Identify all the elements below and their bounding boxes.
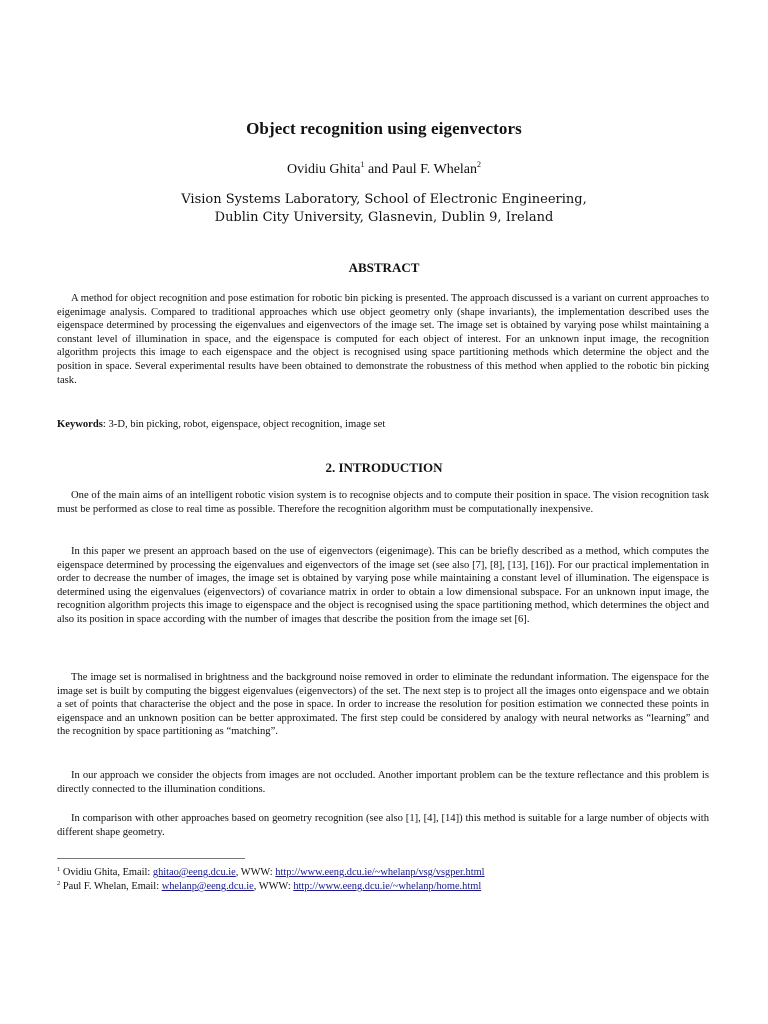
- footnote-separator: [57, 858, 245, 859]
- author-conjunction: and: [364, 162, 392, 177]
- footnote-2: [57, 877, 709, 893]
- keywords-label: Keywords: [57, 419, 103, 430]
- introduction-paragraph-2: In this paper we present an approach based on the use of eigenvectors (eigenimage). This can be briefly described as a method, which computes the eigenspace determined by processing the eigenvalues and eigenvectors of the image set (see also [7], [8], [13], [16]). For our practical implementation in order to decrease the number of images, the image set is obtained by varying pose while maintaining a constant level of illumination. The eigenspace is determined using the eigenvalues (eigenvectors) of covariance matrix in order to obtain a low dimensional subspace. For an unknown input image, the recognition algorithm projects this image to eigenspace and the object is recognised using the space partitioning method, which determines the object and also its position in space according with the number of images that describe the position from the image set [6].: [57, 546, 709, 625]
- footnote-2-url-link[interactable]: http://www.eeng.dcu.ie/~whelanp/home.html: [293, 881, 482, 892]
- abstract-heading: ABSTRACT: [348, 260, 420, 275]
- author-line: [0, 160, 768, 178]
- author-1-name: Ovidiu Ghita: [286, 162, 361, 177]
- keywords-list: 3-D, bin picking, robot, eigenspace, object recognition, image set: [108, 419, 386, 430]
- footnote-2-www-label: , WWW:: [253, 881, 294, 892]
- keywords-separator: :: [102, 419, 109, 430]
- author-2-footnote-mark: 2: [477, 160, 482, 169]
- footnote-2-email-link[interactable]: whelanp@eeng.dcu.ie: [161, 881, 254, 892]
- paper-title: Object recognition using eigenvectors: [246, 119, 522, 138]
- introduction-heading: 2. INTRODUCTION: [325, 460, 443, 475]
- affiliation-line-2: Dublin City University, Glasnevin, Dublin 9, Ireland: [214, 210, 554, 225]
- introduction-paragraph-1: One of the main aims of an intelligent robotic vision system is to recognise objects and to compute their position in space. The vision recognition task must be performed as close to real time as possible. Therefore the recognition algorithm must be computationally inexpensive.: [57, 490, 709, 515]
- abstract-paragraph: A method for object recognition and pose estimation for robotic bin picking is presented. The approach discussed is a variant on current approaches to eigenimage analysis. Compared to traditional approaches which use object geometry only (shape invariants), the implementation described uses the eigenspace determined by processing the eigenvalues and eigenvectors of the image set. The image set is obtained by varying pose whilst maintaining a constant level of illumination in space, and the eigenspace is computed for each object of interest. For an unknown input image, the recognition algorithm projects this image to each eigenspace and the object is recognised using space partitioning methods which determine the object and the position in space. Several experimental results have been obtained to demonstrate the robustness of this method when applied to the robotic bin picking task.: [57, 293, 709, 386]
- footnote-1-mark: 1: [57, 866, 61, 873]
- keywords-line: [57, 418, 709, 432]
- footnote-1-name: Ovidiu Ghita, Email:: [60, 867, 153, 878]
- introduction-paragraph-3: The image set is normalised in brightness and the background noise removed in order to eliminate the redundant information. The eigenspace for the image set is built by computing the biggest eigenvalues (eigenvectors) of the set. The next step is to project all the images onto eigenspace and we obtain a set of points that characterise the object and the pose in space. In order to increase the resolution for position estimation we connected these points in eigenspace and an unknown position can be better approximated. The first step could be considered by analogy with neural networks as “learning” and the recognition by space partitioning as “matching”.: [57, 672, 709, 738]
- author-1-footnote-mark: 1: [360, 160, 365, 169]
- footnote-1-www-label: , WWW:: [235, 867, 276, 878]
- footnote-2-mark: 2: [57, 880, 61, 887]
- introduction-paragraph-5: In comparison with other approaches based on geometry recognition (see also [1], [4], [14]) this method is suitable for a large number of objects with different shape geometry.: [57, 813, 709, 838]
- footnote-2-name: Paul F. Whelan, Email:: [60, 881, 162, 892]
- introduction-paragraph-4: In our approach we consider the objects from images are not occluded. Another important problem can be the texture reflectance and this problem is directly connected to the illumination conditions.: [57, 770, 709, 795]
- footnote-1-url-link[interactable]: http://www.eeng.dcu.ie/~whelanp/vsg/vsgper.html: [275, 867, 485, 878]
- footnote-1-email-link[interactable]: ghitao@eeng.dcu.ie: [152, 867, 236, 878]
- affiliation-line-1: Vision Systems Laboratory, School of Electronic Engineering,: [181, 192, 587, 207]
- author-2-name: Paul F. Whelan: [391, 162, 478, 177]
